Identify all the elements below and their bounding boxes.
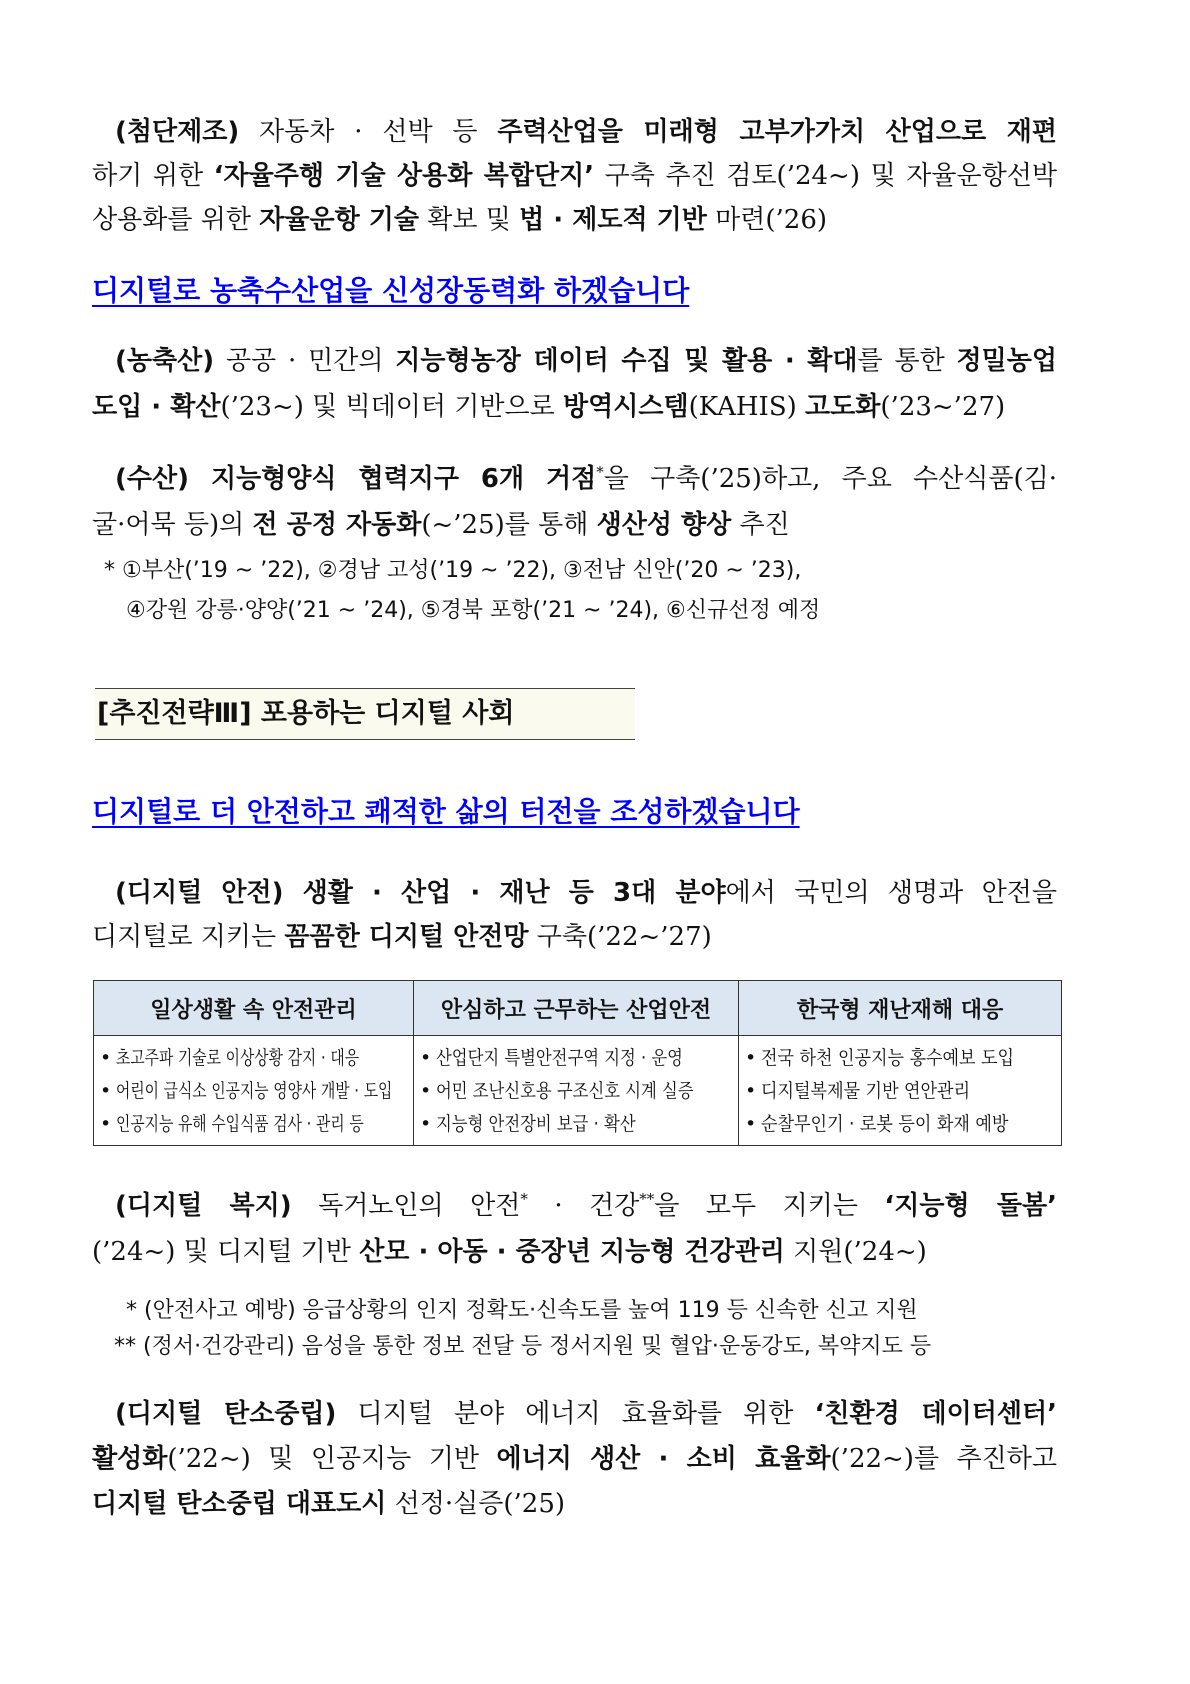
emphasized-text: (디지털 복지)	[115, 1191, 292, 1221]
body-text: 에서 국민의 생명과 안전을	[725, 878, 1057, 908]
emphasized-text: (농축산)	[115, 346, 215, 376]
paragraph-line	[92, 198, 1057, 242]
list-item-text: 어린이 급식소 인공지능 영양사 개발 · 도입	[116, 1080, 393, 1102]
bullet: •	[745, 1080, 757, 1102]
list-item	[420, 1042, 738, 1075]
table-header-industrial: 안심하고 근무하는 산업안전	[414, 981, 739, 1036]
bullet: •	[420, 1080, 432, 1102]
bullet: •	[100, 1047, 112, 1069]
paragraph-line	[92, 338, 1057, 384]
society-section-heading: 디지털로 더 안전하고 쾌적한 삶의 터전을 조성하겠습니다	[92, 795, 800, 828]
body-text: 를 통한	[857, 346, 957, 376]
body-text: 지원(’24~)	[784, 1237, 927, 1267]
emphasized-text: 방역시스템	[562, 392, 689, 422]
bullet: •	[100, 1080, 112, 1102]
list-item	[100, 1075, 413, 1108]
bullet: •	[420, 1047, 432, 1069]
welfare-paragraph	[92, 1183, 1057, 1275]
emphasized-text: 도입 · 확산	[92, 392, 221, 422]
list-item-text: 디지털복제물 기반 연안관리	[761, 1080, 971, 1102]
emphasized-text: 산모 · 아동 · 중장년 지능형 건강관리	[359, 1237, 785, 1267]
paragraph-line	[92, 1183, 1057, 1229]
strategy-title-box	[95, 688, 635, 740]
emphasized-text: ‘친환경 데이터센터’	[814, 1399, 1057, 1429]
agri-section-heading: 디지털로 농축수산업을 신성장동력화 하겠습니다	[92, 274, 690, 307]
paragraph-line	[92, 1437, 1057, 1482]
table-header-row	[94, 981, 1062, 1036]
body-text: (’23~’27)	[880, 392, 1006, 422]
welfare-footnote-1: * (안전사고 예방) 응급상황의 인지 정확도·신속도를 높여 119 등 신속한 신고 지원	[126, 1298, 918, 1323]
emphasized-text: 활성화	[92, 1444, 168, 1474]
list-item	[420, 1075, 738, 1108]
safety-table	[93, 980, 1062, 1146]
list-item	[420, 1108, 738, 1141]
emphasized-text: (첨단제조)	[115, 117, 240, 147]
emphasized-text: 생산성 향상	[596, 510, 732, 540]
body-text: 확보 및	[418, 205, 520, 235]
body-text: 자동차 · 선박 등	[239, 117, 498, 147]
table-cell-industrial	[414, 1036, 739, 1146]
livestock-paragraph	[92, 338, 1057, 430]
paragraph-line	[92, 154, 1057, 198]
emphasized-text: 자율운항 기술	[259, 205, 419, 235]
body-text: (’22~) 및 인공지능 기반	[167, 1444, 497, 1474]
paragraph-line	[92, 1482, 1057, 1527]
footnote-marker: **	[639, 1190, 655, 1208]
paragraph-line	[92, 1392, 1057, 1437]
body-text: 마련(’26)	[706, 205, 828, 235]
body-text: 디지털로 지키는	[92, 922, 285, 952]
list-item	[745, 1042, 1061, 1075]
body-text: 을 구축(’25)하고, 주요 수산식품(김·	[603, 464, 1057, 494]
emphasized-text: 에너지 생산 · 소비 효율화	[496, 1444, 831, 1474]
paragraph-line	[92, 502, 1057, 548]
emphasized-text: (디지털 탄소중립)	[115, 1399, 337, 1429]
table-header-daily-life: 일상생활 속 안전관리	[94, 981, 414, 1036]
emphasized-text: ‘자율주행 기술 상용화 복합단지’	[213, 161, 595, 191]
body-text: 굴·어묵 등)의	[92, 510, 253, 540]
emphasized-text: 꼼꼼한 디지털 안전망	[284, 922, 529, 952]
bullet: •	[745, 1047, 757, 1069]
body-text: 추진	[731, 510, 790, 540]
bullet: •	[100, 1113, 112, 1135]
body-text: 구축 추진 검토(’24~) 및 자율운항선박	[594, 161, 1057, 191]
paragraph-line	[92, 1229, 1057, 1275]
body-text: 선정·실증(’25)	[386, 1489, 566, 1519]
body-text: 디지털 분야 에너지 효율화를 위한	[336, 1399, 815, 1429]
list-item	[745, 1108, 1061, 1141]
emphasized-text: ‘지능형 돌봄’	[884, 1191, 1057, 1221]
list-item	[100, 1042, 413, 1075]
list-item-text: 어민 조난신호용 구조신호 시계 실증	[436, 1080, 694, 1102]
paragraph-line	[92, 456, 1057, 502]
body-text: (’23~) 및 빅데이터 기반으로	[220, 392, 563, 422]
emphasized-text: (수산) 지능형양식 협력지구 6개 거점	[115, 464, 597, 494]
strategy-title: [추진전략Ⅲ] 포용하는 디지털 사회	[97, 698, 515, 729]
footnote-marker: *	[596, 463, 604, 481]
emphasized-text: 디지털 탄소중립 대표도시	[92, 1489, 387, 1519]
emphasized-text: 법 · 제도적 기반	[519, 205, 707, 235]
paragraph-line	[92, 871, 1057, 915]
fisheries-paragraph	[92, 456, 1057, 548]
list-item-text: 산업단지 특별안전구역 지정 · 운영	[436, 1047, 683, 1069]
body-text: (’22~)를 추진하고	[830, 1444, 1057, 1474]
emphasized-text: 전 공정 자동화	[252, 510, 422, 540]
bullet: •	[420, 1113, 432, 1135]
footnote-marker: *	[520, 1190, 528, 1208]
list-item-text: 인공지능 유해 수입식품 검사 · 관리 등	[116, 1113, 364, 1135]
bullet: •	[745, 1113, 757, 1135]
body-text: (~’25)를 통해	[421, 510, 597, 540]
body-text: 구축(’22~’27)	[528, 922, 712, 952]
list-item-text: 초고주파 기술로 이상상황 감지 · 대응	[116, 1047, 360, 1069]
list-item-text: 순찰무인기 · 로봇 등이 화재 예방	[761, 1113, 1009, 1135]
list-item-text: 전국 하천 인공지능 홍수예보 도입	[761, 1047, 1015, 1069]
emphasized-text: 지능형농장 데이터 수집 및 활용 · 확대	[395, 346, 858, 376]
table-header-disaster: 한국형 재난재해 대응	[739, 981, 1062, 1036]
list-item	[745, 1075, 1061, 1108]
safety-paragraph	[92, 871, 1057, 959]
body-text: 을 모두 지키는	[654, 1191, 885, 1221]
paragraph-line	[92, 384, 1057, 430]
emphasized-text: 고도화	[805, 392, 881, 422]
fisheries-footnote-line-1: * ①부산(’19 ~ ’22), ②경남 고성(’19 ~ ’22), ③전남 신안(’20 ~ ’23),	[104, 558, 802, 583]
body-text: (KAHIS)	[688, 392, 806, 422]
body-text: (’24~) 및 디지털 기반	[92, 1237, 360, 1267]
fisheries-footnote-line-2: ④강원 강릉·양양(’21 ~ ’24), ⑤경북 포항(’21 ~ ’24), ⑥신규선정 예정	[126, 598, 821, 623]
body-text: 하기 위한	[92, 161, 214, 191]
manufacturing-paragraph	[92, 110, 1057, 242]
list-item	[100, 1108, 413, 1141]
emphasized-text: (디지털 안전) 생활 · 산업 · 재난 등 3대 분야	[115, 878, 726, 908]
table-cell-disaster	[739, 1036, 1062, 1146]
body-text: · 건강	[527, 1191, 640, 1221]
body-text: 독거노인의 안전	[291, 1191, 521, 1221]
emphasized-text: 주력산업을 미래형 고부가가치 산업으로 재편	[497, 117, 1057, 147]
carbon-neutral-paragraph	[92, 1392, 1057, 1527]
emphasized-text: 정밀농업	[956, 346, 1057, 376]
paragraph-line	[92, 110, 1057, 154]
body-text: 상용화를 위한	[92, 205, 260, 235]
paragraph-line	[92, 915, 1057, 959]
welfare-footnote-2: ** (정서·건강관리) 음성을 통한 정보 전달 등 정서지원 및 혈압·운동강도, 복약지도 등	[114, 1334, 932, 1359]
list-item-text: 지능형 안전장비 보급 · 확산	[436, 1113, 636, 1135]
table-row	[94, 1036, 1062, 1146]
table-cell-daily-life	[94, 1036, 414, 1146]
body-text: 공공 · 민간의	[214, 346, 396, 376]
